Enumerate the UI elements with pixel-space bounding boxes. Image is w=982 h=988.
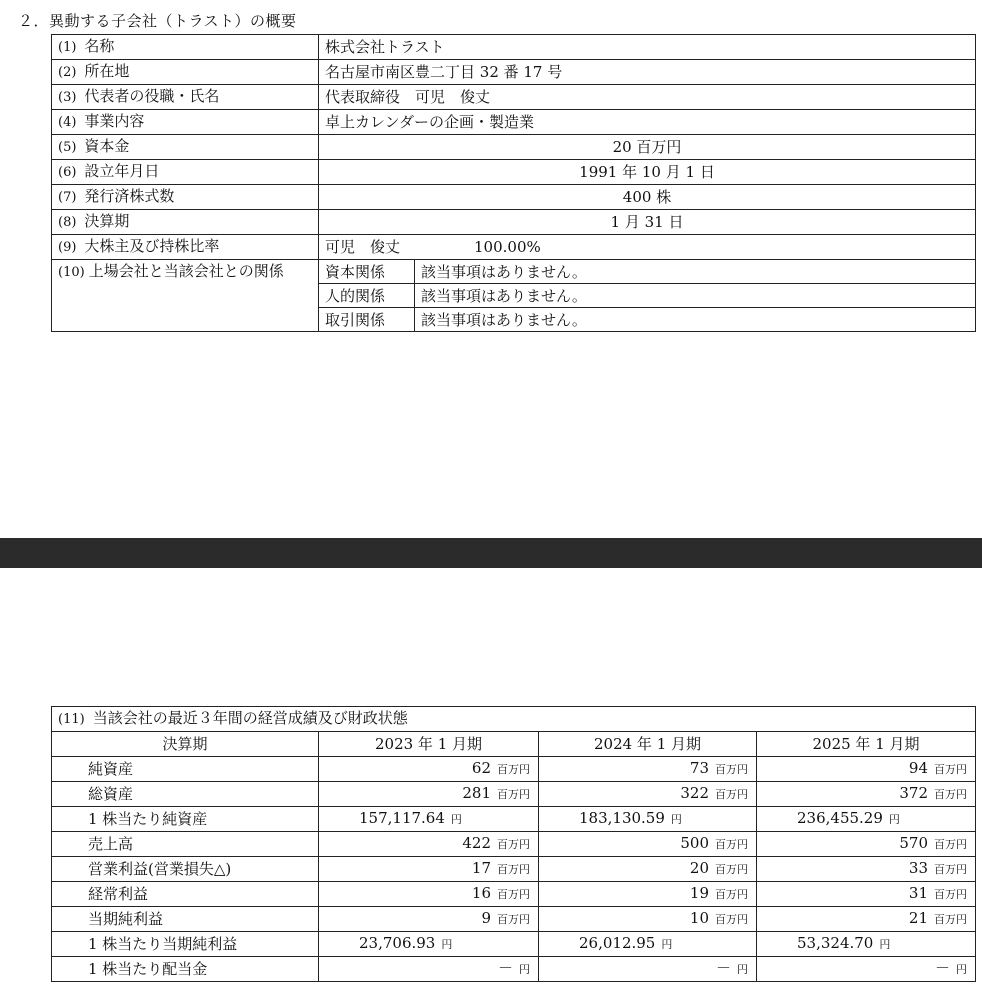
metric-value: 570 [899,833,929,852]
overview-value-cell [319,60,976,85]
overview-label-cell [52,85,319,110]
metric-unit: 百万円 [715,837,748,851]
metric-label: 1 株当たり当期純利益 [52,931,319,956]
item-label: 設立年月日 [84,162,160,180]
overview-value-cell [319,35,976,60]
metric-value-cell [757,906,976,931]
overview-row [52,35,976,60]
item-number: (7) [58,190,77,205]
item-number: (11) [58,712,85,727]
metric-value: 21 [908,908,929,927]
item-number: (6) [58,165,77,180]
metric-unit: 円 [441,937,453,951]
relation-type-cell: 人的関係 [319,284,415,308]
metric-value-cell [319,831,539,856]
subsidiary-overview-table [51,34,976,332]
item-number: (2) [58,65,77,80]
results-row [52,806,976,831]
metric-value: 157,117.64 [359,808,445,827]
overview-value-cell [319,135,976,160]
metric-unit: 円 [670,812,682,826]
overview-value-cell [319,185,976,210]
item-number: (10) [58,265,85,280]
metric-value-cell [757,781,976,806]
metric-value: － [497,958,513,977]
metric-unit: 百万円 [497,762,530,776]
metric-unit: 百万円 [715,887,748,901]
metric-value-cell [539,831,757,856]
metric-unit: 百万円 [497,837,530,851]
item-label: 名称 [84,37,115,55]
overview-label-cell [52,110,319,135]
item-value: 400 株 [622,188,672,206]
metric-value: 16 [471,883,491,902]
metric-unit: 百万円 [934,762,968,776]
overview-row [52,235,976,260]
overview-value-cell [319,85,976,110]
overview-label-cell [52,60,319,85]
results-row [52,856,976,881]
metric-value-cell [757,956,976,981]
metric-value-cell [757,831,976,856]
metric-value-cell [319,756,539,781]
metric-value-cell [539,806,757,831]
metric-unit: 百万円 [934,887,968,901]
results-title-row [52,707,976,732]
column-header: 決算期 [52,732,319,757]
relation-type-cell: 資本関係 [319,260,415,284]
metric-unit: 百万円 [497,787,530,801]
overview-label-cell [52,235,319,260]
metric-value: 322 [680,783,709,802]
page-divider-band [0,538,982,568]
metric-label: 営業利益(営業損失△) [52,856,319,881]
column-header: 2023 年 1 月期 [319,732,539,757]
metric-value-cell [757,881,976,906]
item-value: 1991 年 10 月 1 日 [579,163,715,181]
item-value: 卓上カレンダーの企画・製造業 [325,113,535,131]
metric-value: － [715,958,731,977]
metric-value: 500 [680,833,709,852]
overview-value-cell [319,235,976,260]
column-header: 2024 年 1 月期 [539,732,757,757]
metric-value-cell [539,906,757,931]
results-row [52,956,976,981]
overview-row [52,160,976,185]
results-row [52,781,976,806]
metric-value-cell [539,931,757,956]
financial-results-table [51,706,976,982]
item-label: 所在地 [84,62,130,80]
results-title-cell [52,707,976,732]
relation-text-cell: 該当事項はありません。 [415,284,976,308]
item-number: (1) [58,40,77,55]
metric-unit: 百万円 [715,762,748,776]
metric-value: 281 [462,783,491,802]
relation-label-cell [52,260,319,332]
overview-label-cell [52,160,319,185]
shareholding-ratio: 100.00% [474,238,541,256]
metric-label: 売上高 [52,831,319,856]
metric-value-cell [319,881,539,906]
results-row [52,831,976,856]
metric-label: 総資産 [52,781,319,806]
relation-text-cell: 該当事項はありません。 [415,308,976,332]
overview-row [52,60,976,85]
metric-unit: 百万円 [497,887,530,901]
overview-value-cell [319,210,976,235]
item-label: 決算期 [84,212,130,230]
metric-value-cell [757,756,976,781]
item-label: 資本金 [84,137,130,155]
item-value: 1 月 31 日 [610,213,684,231]
relation-type-cell: 取引関係 [319,308,415,332]
metric-value: 73 [689,758,709,777]
metric-value-cell [319,931,539,956]
metric-label: 1 株当たり配当金 [52,956,319,981]
metric-value-cell [757,806,976,831]
overview-value-cell [319,110,976,135]
results-row [52,931,976,956]
metric-value-cell [319,856,539,881]
metric-unit: 百万円 [934,787,968,801]
metric-value-cell [757,856,976,881]
column-header: 2025 年 1 月期 [757,732,976,757]
metric-value-cell [539,856,757,881]
metric-value: 33 [908,858,929,877]
metric-unit: 円 [888,812,900,826]
major-shareholder: 可児 俊丈 [325,238,401,256]
metric-unit: 円 [737,962,748,976]
item-label: 代表者の役職・氏名 [84,87,220,105]
metric-value-cell [319,806,539,831]
metric-value: 23,706.93 [359,933,436,952]
item-label: 事業内容 [84,112,145,130]
metric-value: 31 [908,883,929,902]
section-heading: ２．異動する子会社（トラスト）の概要 [18,12,297,30]
metric-label: 純資産 [52,756,319,781]
metric-value: 62 [471,758,491,777]
overview-label-cell [52,210,319,235]
overview-label-cell [52,35,319,60]
item-number: (8) [58,215,77,230]
item-value: 名古屋市南区豊二丁目 32 番 17 号 [325,63,563,81]
metric-value-cell [539,956,757,981]
metric-value: 17 [471,858,491,877]
overview-row [52,110,976,135]
metric-unit: 百万円 [934,912,968,926]
metric-value-cell [319,781,539,806]
metric-unit: 円 [450,812,462,826]
metric-value: 183,130.59 [579,808,665,827]
overview-row [52,85,976,110]
metric-value-cell [539,881,757,906]
item-value: 20 百万円 [612,138,682,156]
metric-value: 422 [462,833,491,852]
overview-row [52,185,976,210]
metric-label: 経常利益 [52,881,319,906]
metric-unit: 百万円 [715,787,748,801]
metric-value: 94 [908,758,929,777]
metric-unit: 百万円 [497,862,530,876]
metric-unit: 百万円 [934,862,968,876]
metric-label: 1 株当たり純資産 [52,806,319,831]
metric-unit: 円 [519,962,530,976]
metric-value: － [935,958,951,977]
results-header-row [52,732,976,757]
item-label: 上場会社と当該会社との関係 [88,262,284,280]
metric-value: 19 [689,883,709,902]
overview-row [52,210,976,235]
metric-value-cell [539,781,757,806]
metric-value: 236,455.29 [797,808,883,827]
metric-unit: 百万円 [715,862,748,876]
metric-value: 372 [899,783,929,802]
item-label: 大株主及び持株比率 [84,237,220,255]
metric-value: 20 [689,858,709,877]
relation-row [52,260,976,284]
metric-unit: 百万円 [715,912,748,926]
item-label: 発行済株式数 [84,187,175,205]
metric-unit: 円 [879,937,891,951]
overview-row [52,135,976,160]
results-title: 当該会社の最近３年間の経営成績及び財政状態 [92,709,408,727]
item-number: (4) [58,115,77,130]
metric-unit: 円 [956,962,968,976]
item-number: (5) [58,140,77,155]
results-row [52,881,976,906]
metric-value: 10 [689,908,709,927]
overview-value-cell [319,160,976,185]
metric-value-cell [539,756,757,781]
metric-value: 26,012.95 [579,933,656,952]
metric-value: 53,324.70 [797,933,874,952]
metric-unit: 百万円 [497,912,530,926]
item-number: (3) [58,90,77,105]
item-value: 株式会社トラスト [325,38,445,56]
results-row [52,906,976,931]
relation-text-cell: 該当事項はありません。 [415,260,976,284]
metric-value-cell [319,906,539,931]
metric-unit: 円 [661,937,673,951]
overview-label-cell [52,185,319,210]
metric-value-cell [319,956,539,981]
metric-value: 9 [481,908,491,927]
item-number: (9) [58,240,77,255]
metric-unit: 百万円 [934,837,968,851]
metric-label: 当期純利益 [52,906,319,931]
item-value: 代表取締役 可児 俊丈 [325,88,491,106]
results-row [52,756,976,781]
metric-value-cell [757,931,976,956]
overview-label-cell [52,135,319,160]
